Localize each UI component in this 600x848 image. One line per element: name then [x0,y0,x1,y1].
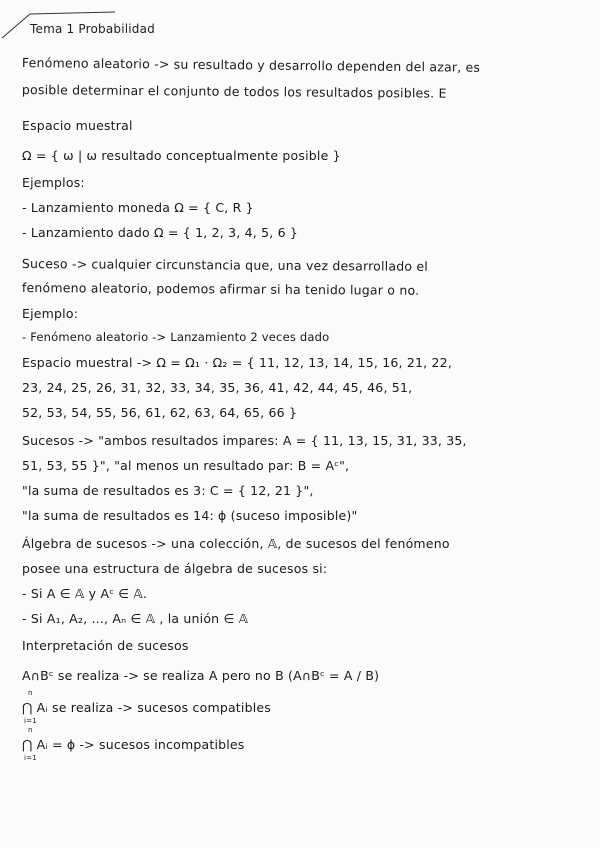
intersection-lower-index-1: i=1 [24,717,37,725]
sucesos-line-4: "la suma de resultados es 14: ϕ (suceso imposible)" [22,508,358,523]
section-heading-espacio-muestral: Espacio muestral [22,118,133,133]
formula-sample-space: Ω = { ω | ω resultado conceptualmente posible } [22,148,341,163]
section-heading-interpretacion: Interpretación de sucesos [22,638,189,653]
intersection-upper-index-1: n [28,689,33,697]
sucesos-line-3: "la suma de resultados es 3: C = { 12, 21 }", [22,483,314,498]
text-line-suceso-2: fenómeno aleatorio, podemos afirmar si ha tenido lugar o no. [21,280,420,298]
interpretation-line-1: A∩Bᶜ se realiza -> se realiza A pero no B (A∩Bᶜ = A / B) [22,668,380,683]
sucesos-line-1: Sucesos -> "ambos resultados impares: A = { 11, 13, 15, 31, 33, 35, [22,433,467,448]
intersection-lower-index-2: i=1 [24,754,37,762]
text-line-suceso-1: Suceso -> cualquier circunstancia que, una vez desarrollado el [21,256,429,274]
example-two-dice: - Fenómeno aleatorio -> Lanzamiento 2 veces dado [22,330,330,344]
algebra-condition-2: - Si A₁, A₂, ..., Aₙ ∈ 𝔸 , la unión ∈ 𝔸 [22,611,249,626]
sucesos-line-2: 51, 53, 55 }", "al menos un resultado par: B = Aᶜ", [22,458,350,473]
example-heading: Ejemplo: [22,306,79,321]
algebra-line-1: Álgebra de sucesos -> una colección, 𝔸, de sucesos del fenómeno [22,536,450,551]
text-line-2: posible determinar el conjunto de todos los resultados posibles. E [21,82,447,101]
intersection-upper-index-2: n [28,726,33,734]
example-dice: - Lanzamiento dado Ω = { 1, 2, 3, 4, 5, 6 } [22,225,299,240]
sample-space-line-3: 52, 53, 54, 55, 56, 61, 62, 63, 64, 65, 66 } [22,405,298,420]
text-line-1: Fenómeno aleatorio -> su resultado y desarrollo dependen del azar, es [21,55,481,75]
algebra-line-2: posee una estructura de álgebra de sucesos si: [22,561,328,576]
algebra-condition-1: - Si A ∈ 𝔸 y Aᶜ ∈ 𝔸. [22,586,148,601]
sample-space-line-2: 23, 24, 25, 26, 31, 32, 33, 34, 35, 36, 41, 42, 44, 45, 46, 51, [22,380,413,395]
examples-heading: Ejemplos: [22,175,85,190]
interpretation-line-3: ⋂ Aᵢ = ϕ -> sucesos incompatibles [22,737,245,752]
example-coin: - Lanzamiento moneda Ω = { C, R } [22,200,254,215]
page-header: Tema 1 Probabilidad [30,22,155,36]
interpretation-line-2: ⋂ Aᵢ se realiza -> sucesos compatibles [22,700,271,715]
sample-space-line-1: Espacio muestral -> Ω = Ω₁ · Ω₂ = { 11, 12, 13, 14, 15, 16, 21, 22, [22,355,452,370]
